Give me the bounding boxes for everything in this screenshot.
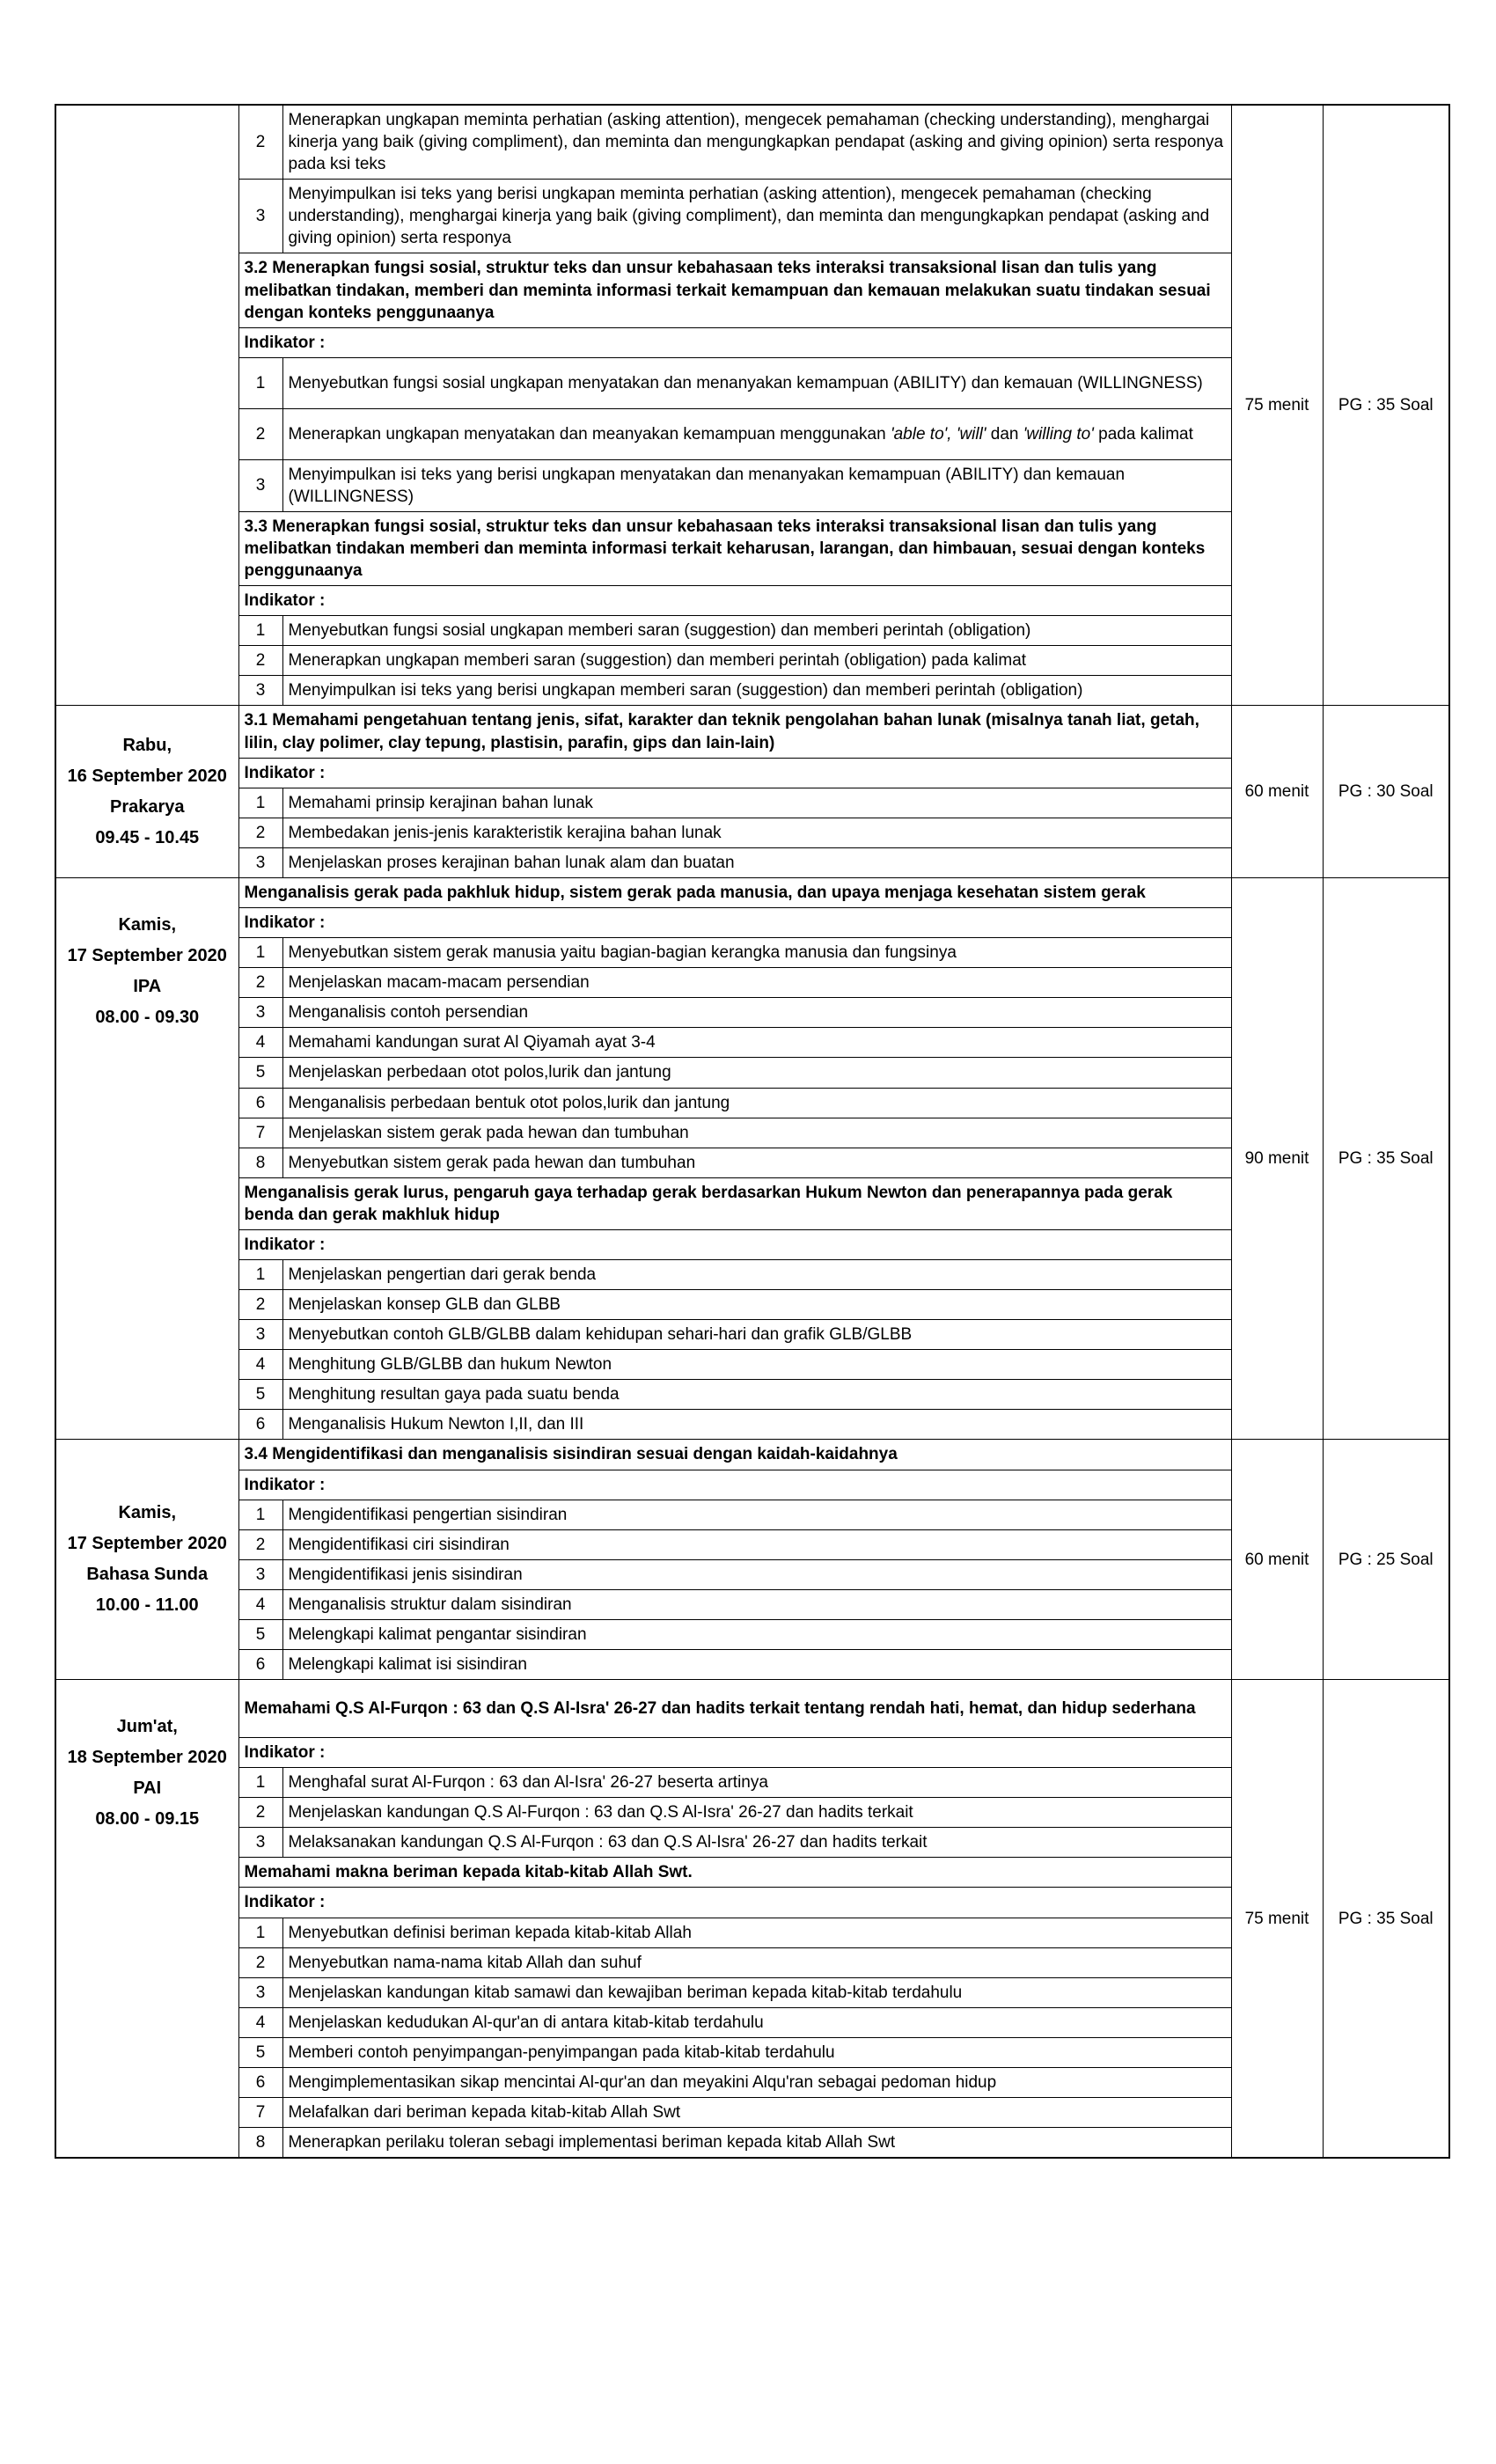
indicator-text-part: Mengidentifikasi pengertian sisindiran: [288, 1505, 568, 1524]
indicator-text: [282, 1947, 1231, 1977]
schedule-line: 16 September 2020: [67, 766, 227, 786]
competency-heading: Menganalisis gerak lurus, pengaruh gaya terhadap gerak berdasarkan Hukum Newton dan penerapannya pada gerak benda dan gerak makhluk hidup: [238, 1177, 1231, 1229]
indicator-text: [282, 1828, 1231, 1858]
competency-heading: Memahami makna beriman kepada kitab-kitab Allah Swt.: [238, 1858, 1231, 1888]
duration-cell: 75 menit: [1231, 105, 1323, 706]
indicator-number: 4: [238, 1589, 282, 1619]
indicator-text: [282, 459, 1231, 511]
competency-heading: Menganalisis gerak pada pakhluk hidup, sistem gerak pada manusia, dan upaya menjaga kesehatan sistem gerak: [238, 877, 1231, 907]
indicator-text-part: Menyebutkan sistem gerak pada hewan dan tumbuhan: [288, 1153, 696, 1172]
indicator-number: 2: [238, 408, 282, 459]
indicator-text: [282, 1918, 1231, 1947]
indicator-text: [282, 2007, 1231, 2037]
indicator-number: 1: [238, 1500, 282, 1529]
schedule-cell: [55, 706, 238, 877]
indicator-text-part: Menerapkan ungkapan meminta perhatian (asking attention), mengecek pemahaman (checking understanding), menghargai kinerja yang baik (giving compliment), dan meminta dan mengungkapkan pendapat (asking and giving opinion) serta responya pada ksi teks: [288, 111, 1224, 174]
indicator-text-part: Menyebutkan contoh GLB/GLBB dalam kehidupan sehari-hari dan grafik GLB/GLBB: [288, 1325, 913, 1345]
indicator-text: [282, 1028, 1231, 1058]
indicator-number: 2: [238, 968, 282, 998]
indicator-text-part: 'willing to': [1023, 424, 1094, 444]
indicator-text: [282, 818, 1231, 847]
indicator-number: 3: [238, 459, 282, 511]
indicator-label: Indikator :: [238, 1229, 1231, 1259]
indicator-text-part: Menghitung resultan gaya pada suatu benda: [288, 1385, 620, 1404]
indicator-text: [282, 1259, 1231, 1289]
indicator-text: [282, 1500, 1231, 1529]
indicator-number: 1: [238, 1259, 282, 1289]
schedule-line: 17 September 2020: [67, 1534, 227, 1554]
indicator-text-part: Menjelaskan proses kerajinan bahan lunak alam dan buatan: [288, 853, 735, 872]
indicator-label: Indikator :: [238, 1470, 1231, 1500]
indicator-number: 7: [238, 2098, 282, 2128]
schedule-cell: [55, 877, 238, 1439]
indicator-text: [282, 1977, 1231, 2007]
question-count-cell: PG : 35 Soal: [1323, 1680, 1449, 2159]
indicator-text: [282, 2037, 1231, 2067]
indicator-number: 5: [238, 1380, 282, 1410]
indicator-text-part: Menjelaskan sistem gerak pada hewan dan tumbuhan: [288, 1123, 689, 1142]
indicator-text-part: Memahami kandungan surat Al Qiyamah ayat 3-4: [288, 1033, 656, 1052]
indicator-number: 2: [238, 1947, 282, 1977]
indicator-number: 8: [238, 1148, 282, 1177]
schedule-line: Kamis,: [118, 1503, 177, 1523]
indicator-number: 2: [238, 1290, 282, 1320]
indicator-text-part: Menerapkan ungkapan memberi saran (suggestion) dan memberi perintah (obligation) pada kalimat: [288, 651, 1027, 671]
schedule-line: Jum'at,: [116, 1717, 178, 1737]
indicator-text: [282, 646, 1231, 676]
schedule-line: PAI: [133, 1778, 162, 1799]
indicator-text: [282, 1798, 1231, 1828]
indicator-number: 6: [238, 1410, 282, 1440]
indicator-number: 1: [238, 788, 282, 818]
indicator-number: 2: [238, 1798, 282, 1828]
indicator-number: 2: [238, 1529, 282, 1559]
indicator-text: [282, 1410, 1231, 1440]
indicator-text: [282, 357, 1231, 408]
indicator-text-part: Menghafal surat Al-Furqon : 63 dan Al-Isra' 26-27 beserta artinya: [288, 1773, 768, 1793]
exam-schedule-body: [55, 105, 1449, 2158]
indicator-label: Indikator :: [238, 908, 1231, 938]
indicator-text: [282, 1619, 1231, 1649]
indicator-number: 6: [238, 1649, 282, 1679]
indicator-text: [282, 1768, 1231, 1798]
competency-row: [55, 877, 1449, 907]
indicator-text: [282, 2098, 1231, 2128]
indicator-text: [282, 2067, 1231, 2097]
question-count-cell: PG : 25 Soal: [1323, 1440, 1449, 1680]
indicator-text: [282, 1058, 1231, 1088]
indicator-text: [282, 616, 1231, 646]
indicator-number: 4: [238, 1350, 282, 1380]
schedule-line: 17 September 2020: [67, 945, 227, 965]
indicator-text: [282, 968, 1231, 998]
indicator-text-part: Melafalkan dari beriman kepada kitab-kitab Allah Swt: [288, 2103, 681, 2122]
indicator-text: [282, 1649, 1231, 1679]
indicator-text-part: 'able to', 'will': [890, 424, 986, 444]
indicator-text: [282, 1118, 1231, 1148]
schedule-line: IPA: [133, 976, 162, 996]
indicator-number: 4: [238, 1028, 282, 1058]
indicator-number: 3: [238, 1977, 282, 2007]
indicator-number: 2: [238, 646, 282, 676]
indicator-number: 2: [238, 105, 282, 180]
indicator-text: [282, 408, 1231, 459]
indicator-text: [282, 998, 1231, 1028]
indicator-text-part: Menerapkan ungkapan menyatakan dan meanyakan kemampuan menggunakan: [288, 424, 891, 444]
schedule-line: Prakarya: [109, 796, 185, 817]
duration-cell: 60 menit: [1231, 1440, 1323, 1680]
indicator-number: 3: [238, 1559, 282, 1589]
schedule-line: Kamis,: [118, 914, 177, 935]
indicator-text: [282, 1529, 1231, 1559]
schedule-cell: [55, 1440, 238, 1680]
schedule-line: 18 September 2020: [67, 1748, 227, 1768]
competency-row: [55, 1680, 1449, 1738]
indicator-text-part: Menyebutkan fungsi sosial ungkapan menyatakan dan menanyakan kemampuan (ABILITY) dan kemauan (WILLINGNESS): [288, 373, 1203, 392]
indicator-label: Indikator :: [238, 1888, 1231, 1918]
indicator-text-part: Menerapkan perilaku toleran sebagi implementasi beriman kepada kitab Allah Swt: [288, 2133, 896, 2152]
indicator-text-part: Menyebutkan nama-nama kitab Allah dan suhuf: [288, 1953, 642, 1972]
indicator-text: [282, 2128, 1231, 2159]
indicator-number: 2: [238, 818, 282, 847]
duration-cell: 60 menit: [1231, 706, 1323, 877]
indicator-text-part: Menjelaskan kandungan kitab samawi dan kewajiban beriman kepada kitab-kitab terdahulu: [288, 1983, 963, 2002]
indicator-number: 1: [238, 938, 282, 968]
indicator-text-part: Menganalisis contoh persendian: [288, 1003, 529, 1023]
duration-cell: 90 menit: [1231, 877, 1323, 1439]
indicator-number: 4: [238, 2007, 282, 2037]
indicator-text: [282, 847, 1231, 877]
question-count-cell: PG : 35 Soal: [1323, 877, 1449, 1439]
schedule-line: 10.00 - 11.00: [95, 1595, 199, 1616]
indicator-number: 3: [238, 847, 282, 877]
question-count-cell: PG : 35 Soal: [1323, 105, 1449, 706]
indicator-text-part: Membedakan jenis-jenis karakteristik kerajina bahan lunak: [288, 823, 722, 842]
indicator-text-part: Melaksanakan kandungan Q.S Al-Furqon : 63 dan Q.S Al-Isra' 26-27 dan hadits terkait: [288, 1833, 928, 1852]
schedule-line: Rabu,: [122, 735, 172, 755]
indicator-text: [282, 105, 1231, 180]
indicator-number: 5: [238, 1619, 282, 1649]
indicator-text: [282, 676, 1231, 706]
indicator-text-part: Mengidentifikasi ciri sisindiran: [288, 1535, 510, 1554]
indicator-text-part: Menjelaskan konsep GLB dan GLBB: [288, 1295, 561, 1315]
indicator-text-part: Menganalisis Hukum Newton I,II, dan III: [288, 1415, 584, 1434]
indicator-text-part: Mengidentifikasi jenis sisindiran: [288, 1565, 523, 1584]
indicator-label: Indikator :: [238, 1738, 1231, 1768]
indicator-number: 1: [238, 357, 282, 408]
indicator-text: [282, 180, 1231, 253]
indicator-text-part: Menganalisis perbedaan bentuk otot polos,lurik dan jantung: [288, 1093, 730, 1112]
indicator-number: 3: [238, 1828, 282, 1858]
schedule-line: 08.00 - 09.30: [95, 1007, 200, 1027]
indicator-label: Indikator :: [238, 758, 1231, 788]
competency-heading: 3.4 Mengidentifikasi dan menganalisis sisindiran sesuai dengan kaidah-kaidahnya: [238, 1440, 1231, 1470]
indicator-text-part: Menjelaskan macam-macam persendian: [288, 973, 590, 993]
indicator-text-part: Menyimpulkan isi teks yang berisi ungkapan menyatakan dan menanyakan kemampuan (ABILITY) dan kemauan (WILLINGNESS): [288, 465, 1126, 506]
schedule-line: 08.00 - 09.15: [95, 1809, 200, 1830]
indicator-text-part: pada kalimat: [1093, 424, 1193, 444]
competency-row: [55, 706, 1449, 758]
question-count-cell: PG : 30 Soal: [1323, 706, 1449, 877]
indicator-text-part: Melengkapi kalimat pengantar sisindiran: [288, 1624, 587, 1644]
competency-heading: Memahami Q.S Al-Furqon : 63 dan Q.S Al-Isra' 26-27 dan hadits terkait tentang rendah hati, hemat, dan hidup sederhana: [238, 1680, 1231, 1738]
indicator-text: [282, 938, 1231, 968]
indicator-number: 6: [238, 2067, 282, 2097]
indicator-number: 6: [238, 1088, 282, 1118]
indicator-text-part: Memahami prinsip kerajinan bahan lunak: [288, 793, 593, 812]
indicator-number: 3: [238, 1320, 282, 1350]
schedule-line: 09.45 - 10.45: [95, 827, 200, 847]
exam-schedule-table: [55, 104, 1450, 2159]
indicator-label: Indikator :: [238, 586, 1231, 616]
indicator-text: [282, 1559, 1231, 1589]
indicator-text: [282, 1350, 1231, 1380]
duration-cell: 75 menit: [1231, 1680, 1323, 2159]
indicator-text-part: Menjelaskan kedudukan Al-qur'an di antara kitab-kitab terdahulu: [288, 2013, 764, 2032]
indicator-text-part: Menyimpulkan isi teks yang berisi ungkapan meminta perhatian (asking attention), mengecek pemahaman (checking understanding), menghargai kinerja yang baik (giving compliment), dan meminta dan mengungkapkan pendapat (asking and giving opinion) serta responya: [288, 185, 1210, 248]
competency-heading: 3.3 Menerapkan fungsi sosial, struktur teks dan unsur kebahasaan teks interaksi transaksional lisan dan tulis yang melibatkan tindakan memberi dan meminta informasi terkait keharusan, larangan, dan himbauan, sesuai dengan konteks penggunaanya: [238, 511, 1231, 585]
indicator-text: [282, 788, 1231, 818]
indicator-number: 8: [238, 2128, 282, 2159]
indicator-row: [55, 105, 1449, 180]
indicator-text-part: dan: [986, 424, 1023, 444]
indicator-number: 3: [238, 180, 282, 253]
indicator-text-part: Memberi contoh penyimpangan-penyimpangan pada kitab-kitab terdahulu: [288, 2042, 835, 2062]
indicator-label: Indikator :: [238, 327, 1231, 357]
competency-heading: 3.1 Memahami pengetahuan tentang jenis, sifat, karakter dan teknik pengolahan bahan lunak (misalnya tanah liat, getah, lilin, clay polimer, clay tepung, plastisin, parafin, gips dan lain-lain): [238, 706, 1231, 758]
indicator-number: 1: [238, 1768, 282, 1798]
indicator-text-part: Menghitung GLB/GLBB dan hukum Newton: [288, 1355, 612, 1375]
indicator-text-part: Menjelaskan kandungan Q.S Al-Furqon : 63 dan Q.S Al-Isra' 26-27 dan hadits terkait: [288, 1803, 913, 1822]
schedule-line: Bahasa Sunda: [86, 1565, 209, 1585]
indicator-number: 5: [238, 2037, 282, 2067]
indicator-number: 5: [238, 1058, 282, 1088]
competency-heading: 3.2 Menerapkan fungsi sosial, struktur teks dan unsur kebahasaan teks interaksi transaksional lisan dan tulis yang melibatkan tindakan, memberi dan meminta informasi terkait kemampuan dan kemauan melakukan suatu tindakan sesuai dengan konteks penggunaanya: [238, 253, 1231, 327]
indicator-text-part: Menyimpulkan isi teks yang berisi ungkapan memberi saran (suggestion) dan memberi perintah (obligation): [288, 681, 1083, 700]
indicator-text-part: Menyebutkan fungsi sosial ungkapan memberi saran (suggestion) dan memberi perintah (obligation): [288, 621, 1031, 641]
indicator-text: [282, 1589, 1231, 1619]
schedule-cell: [55, 1680, 238, 2159]
indicator-text-part: Menyebutkan definisi beriman kepada kitab-kitab Allah: [288, 1923, 692, 1942]
indicator-text-part: Melengkapi kalimat isi sisindiran: [288, 1654, 527, 1674]
indicator-number: 3: [238, 676, 282, 706]
indicator-text: [282, 1380, 1231, 1410]
indicator-number: 1: [238, 1918, 282, 1947]
indicator-text: [282, 1148, 1231, 1177]
indicator-text-part: Menyebutkan sistem gerak manusia yaitu bagian-bagian kerangka manusia dan fungsinya: [288, 943, 957, 963]
indicator-text-part: Menjelaskan pengertian dari gerak benda: [288, 1265, 597, 1284]
indicator-text: [282, 1320, 1231, 1350]
indicator-number: 7: [238, 1118, 282, 1148]
indicator-number: 3: [238, 998, 282, 1028]
indicator-text-part: Menjelaskan perbedaan otot polos,lurik dan jantung: [288, 1063, 671, 1082]
indicator-text: [282, 1290, 1231, 1320]
indicator-number: 1: [238, 616, 282, 646]
competency-row: [55, 1440, 1449, 1470]
schedule-cell: [55, 105, 238, 706]
indicator-text-part: Mengimplementasikan sikap mencintai Al-qur'an dan meyakini Alqu'ran sebagai pedoman hidup: [288, 2072, 997, 2092]
indicator-text-part: Menganalisis struktur dalam sisindiran: [288, 1595, 572, 1614]
indicator-text: [282, 1088, 1231, 1118]
